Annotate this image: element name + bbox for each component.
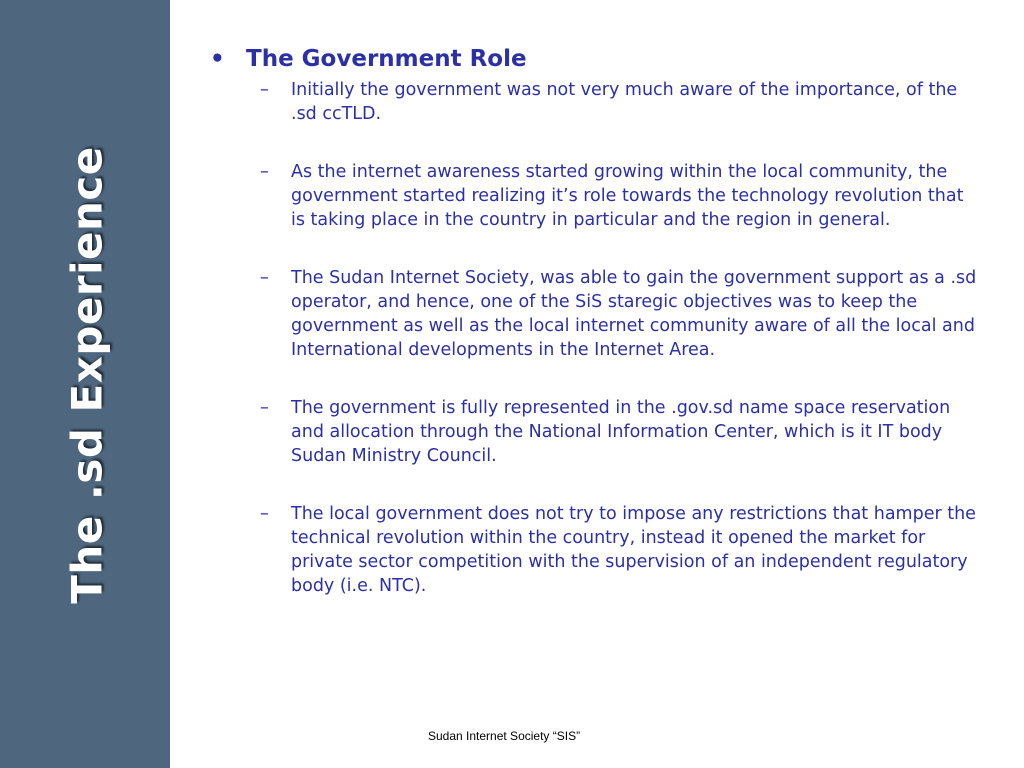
list-item	[208, 266, 978, 362]
main-bullet	[208, 44, 978, 74]
list-item-text: The Sudan Internet Society, was able to gain the government support as a .sd operator, and hence, one of the SiS staregic objectives was to keep the government as well as the local internet community aware of all the local and International developments in the Internet Area.	[291, 268, 977, 360]
list-item	[208, 396, 978, 468]
dash-icon: –	[260, 504, 269, 524]
list-item	[208, 502, 978, 598]
list-item-text: The government is fully represented in the .gov.sd name space reservation and allocation through the National Information Center, which is it IT body Sudan Ministry Council.	[291, 398, 951, 466]
slide-content	[208, 44, 978, 632]
sidebar-panel	[0, 0, 170, 768]
slide-heading: The Government Role	[246, 46, 527, 72]
list-item	[208, 160, 978, 232]
footer-text: Sudan Internet Society “SIS”	[428, 729, 581, 743]
list-item	[208, 78, 978, 126]
list-item-text: The local government does not try to impose any restrictions that hamper the technical revolution within the country, instead it opened the market for private sector competition with the supervision of an independent regulatory body (i.e. NTC).	[291, 504, 976, 596]
sidebar-title: The .sd Experience	[62, 146, 112, 604]
sub-bullet-list	[208, 78, 978, 598]
dash-icon: –	[260, 80, 269, 100]
dash-icon: –	[260, 398, 269, 418]
list-item-text: As the internet awareness started growing within the local community, the government started realizing it’s role towards the technology revolution that is taking place in the country in particular and the region in general.	[291, 162, 964, 230]
dash-icon: –	[260, 268, 269, 288]
bullet-dot-icon: •	[210, 46, 225, 72]
list-item-text: Initially the government was not very much aware of the importance, of the .sd ccTLD.	[291, 80, 958, 124]
dash-icon: –	[260, 162, 269, 182]
